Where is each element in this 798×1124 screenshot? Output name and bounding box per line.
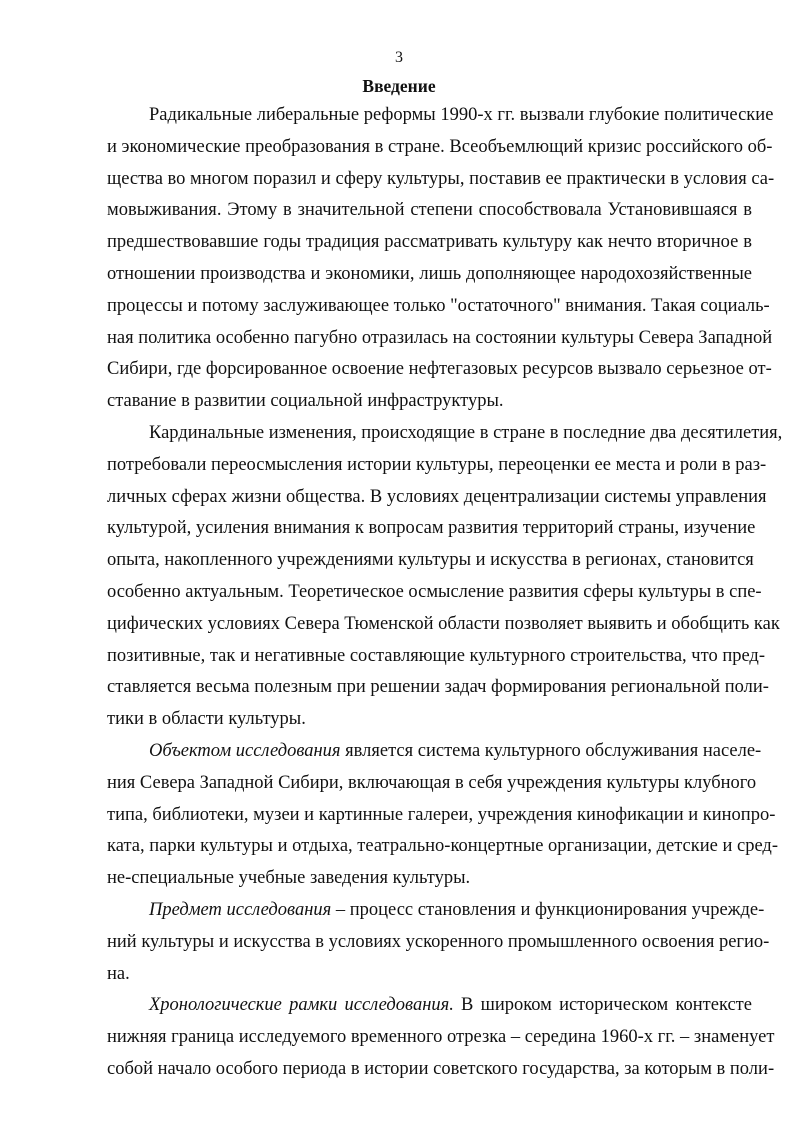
text-line: щества во многом поразил и сферу культуры, поставив ее практически в условия са- xyxy=(107,168,775,189)
paragraph-research-object xyxy=(107,736,778,895)
italic-term: Хронологические рамки исследования. xyxy=(149,995,454,1016)
text-line: отношении производства и экономики, лишь дополняющее народохозяйственные xyxy=(107,263,752,284)
text-line: типа, библиотеки, музеи и картинные галереи, учреждения кинофикации и кинопро- xyxy=(107,804,776,825)
text-line: нижняя граница исследуемого временного отрезка – середина 1960-х гг. – знаменует xyxy=(107,1027,775,1048)
text-line: собой начало особого периода в истории советского государства, за которым в поли- xyxy=(107,1058,775,1079)
text-line: ная политика особенно пагубно отразилась на состоянии культуры Севера Западной xyxy=(107,327,773,348)
italic-term: Объектом исследования xyxy=(149,740,341,761)
text-line: ката, парки культуры и отдыха, театрально-концертные организации, детские и сред- xyxy=(107,836,778,857)
text-line: мовыживания. Этому в значительной степени способствовала Установившаяся в xyxy=(107,200,752,221)
text-line: Кардинальные изменения, происходящие в стране в последние два десятилетия, xyxy=(149,422,783,443)
text-line: культурой, усиления внимания к вопросам развития территорий страны, изучение xyxy=(107,518,756,539)
text-line: и экономические преобразования в стране. Всеобъемлющий кризис российского об- xyxy=(107,136,773,157)
text-fragment: является система культурного обслуживания населе- xyxy=(340,740,762,761)
paragraph-chronology xyxy=(107,990,775,1085)
page-number: 3 xyxy=(395,49,403,66)
paragraph-intro xyxy=(107,100,775,418)
italic-term: Предмет исследования xyxy=(149,899,332,920)
text-line: позитивные, так и негативные составляющие культурного строительства, что пред- xyxy=(107,645,766,666)
text-line xyxy=(107,895,765,927)
text-line: ния Севера Западной Сибири, включающая в себя учреждения культуры клубного xyxy=(107,772,757,793)
text-line: цифических условиях Севера Тюменской области позволяет выявить и обобщить как xyxy=(107,613,780,634)
text-line xyxy=(107,736,762,768)
body-text xyxy=(107,100,783,1086)
text-line: ставание в развитии социальной инфраструктуры. xyxy=(107,391,504,412)
text-fragment: В широком историческом контексте xyxy=(453,995,752,1016)
text-line: предшествовавшие годы традиция рассматривать культуру как нечто вторичное в xyxy=(107,232,752,253)
text-line: Сибири, где форсированное освоение нефтегазовых ресурсов вызвало серьезное от- xyxy=(107,359,772,380)
text-line: Радикальные либеральные реформы 1990-х гг. вызвали глубокие политические xyxy=(149,105,774,125)
text-line: на. xyxy=(107,963,130,984)
text-line: тики в области культуры. xyxy=(107,709,306,730)
paragraph-relevance xyxy=(107,418,783,736)
text-line: процессы и потому заслуживающее только "остаточного" внимания. Такая социаль- xyxy=(107,295,770,316)
text-line: особенно актуальным. Теоретическое осмысление развития сферы культуры в спе- xyxy=(107,581,762,602)
text-line: не-специальные учебные заведения культуры. xyxy=(107,868,471,889)
paragraph-research-subject xyxy=(107,895,770,990)
page-heading: Введение xyxy=(362,76,436,96)
text-line xyxy=(107,990,752,1022)
text-line: опыта, накопленного учреждениями культуры и искусства в регионах, становится xyxy=(107,550,754,571)
text-line: личных сферах жизни общества. В условиях децентрализации системы управления xyxy=(107,486,767,507)
text-fragment: – процесс становления и функционирования учрежде- xyxy=(331,899,765,920)
text-line: ний культуры и искусства в условиях ускоренного промышленного освоения регио- xyxy=(107,931,770,952)
text-line: ставляется весьма полезным при решении задач формирования региональной поли- xyxy=(107,677,769,698)
text-line: потребовали переосмысления истории культуры, переоценки ее места и роли в раз- xyxy=(107,454,767,475)
